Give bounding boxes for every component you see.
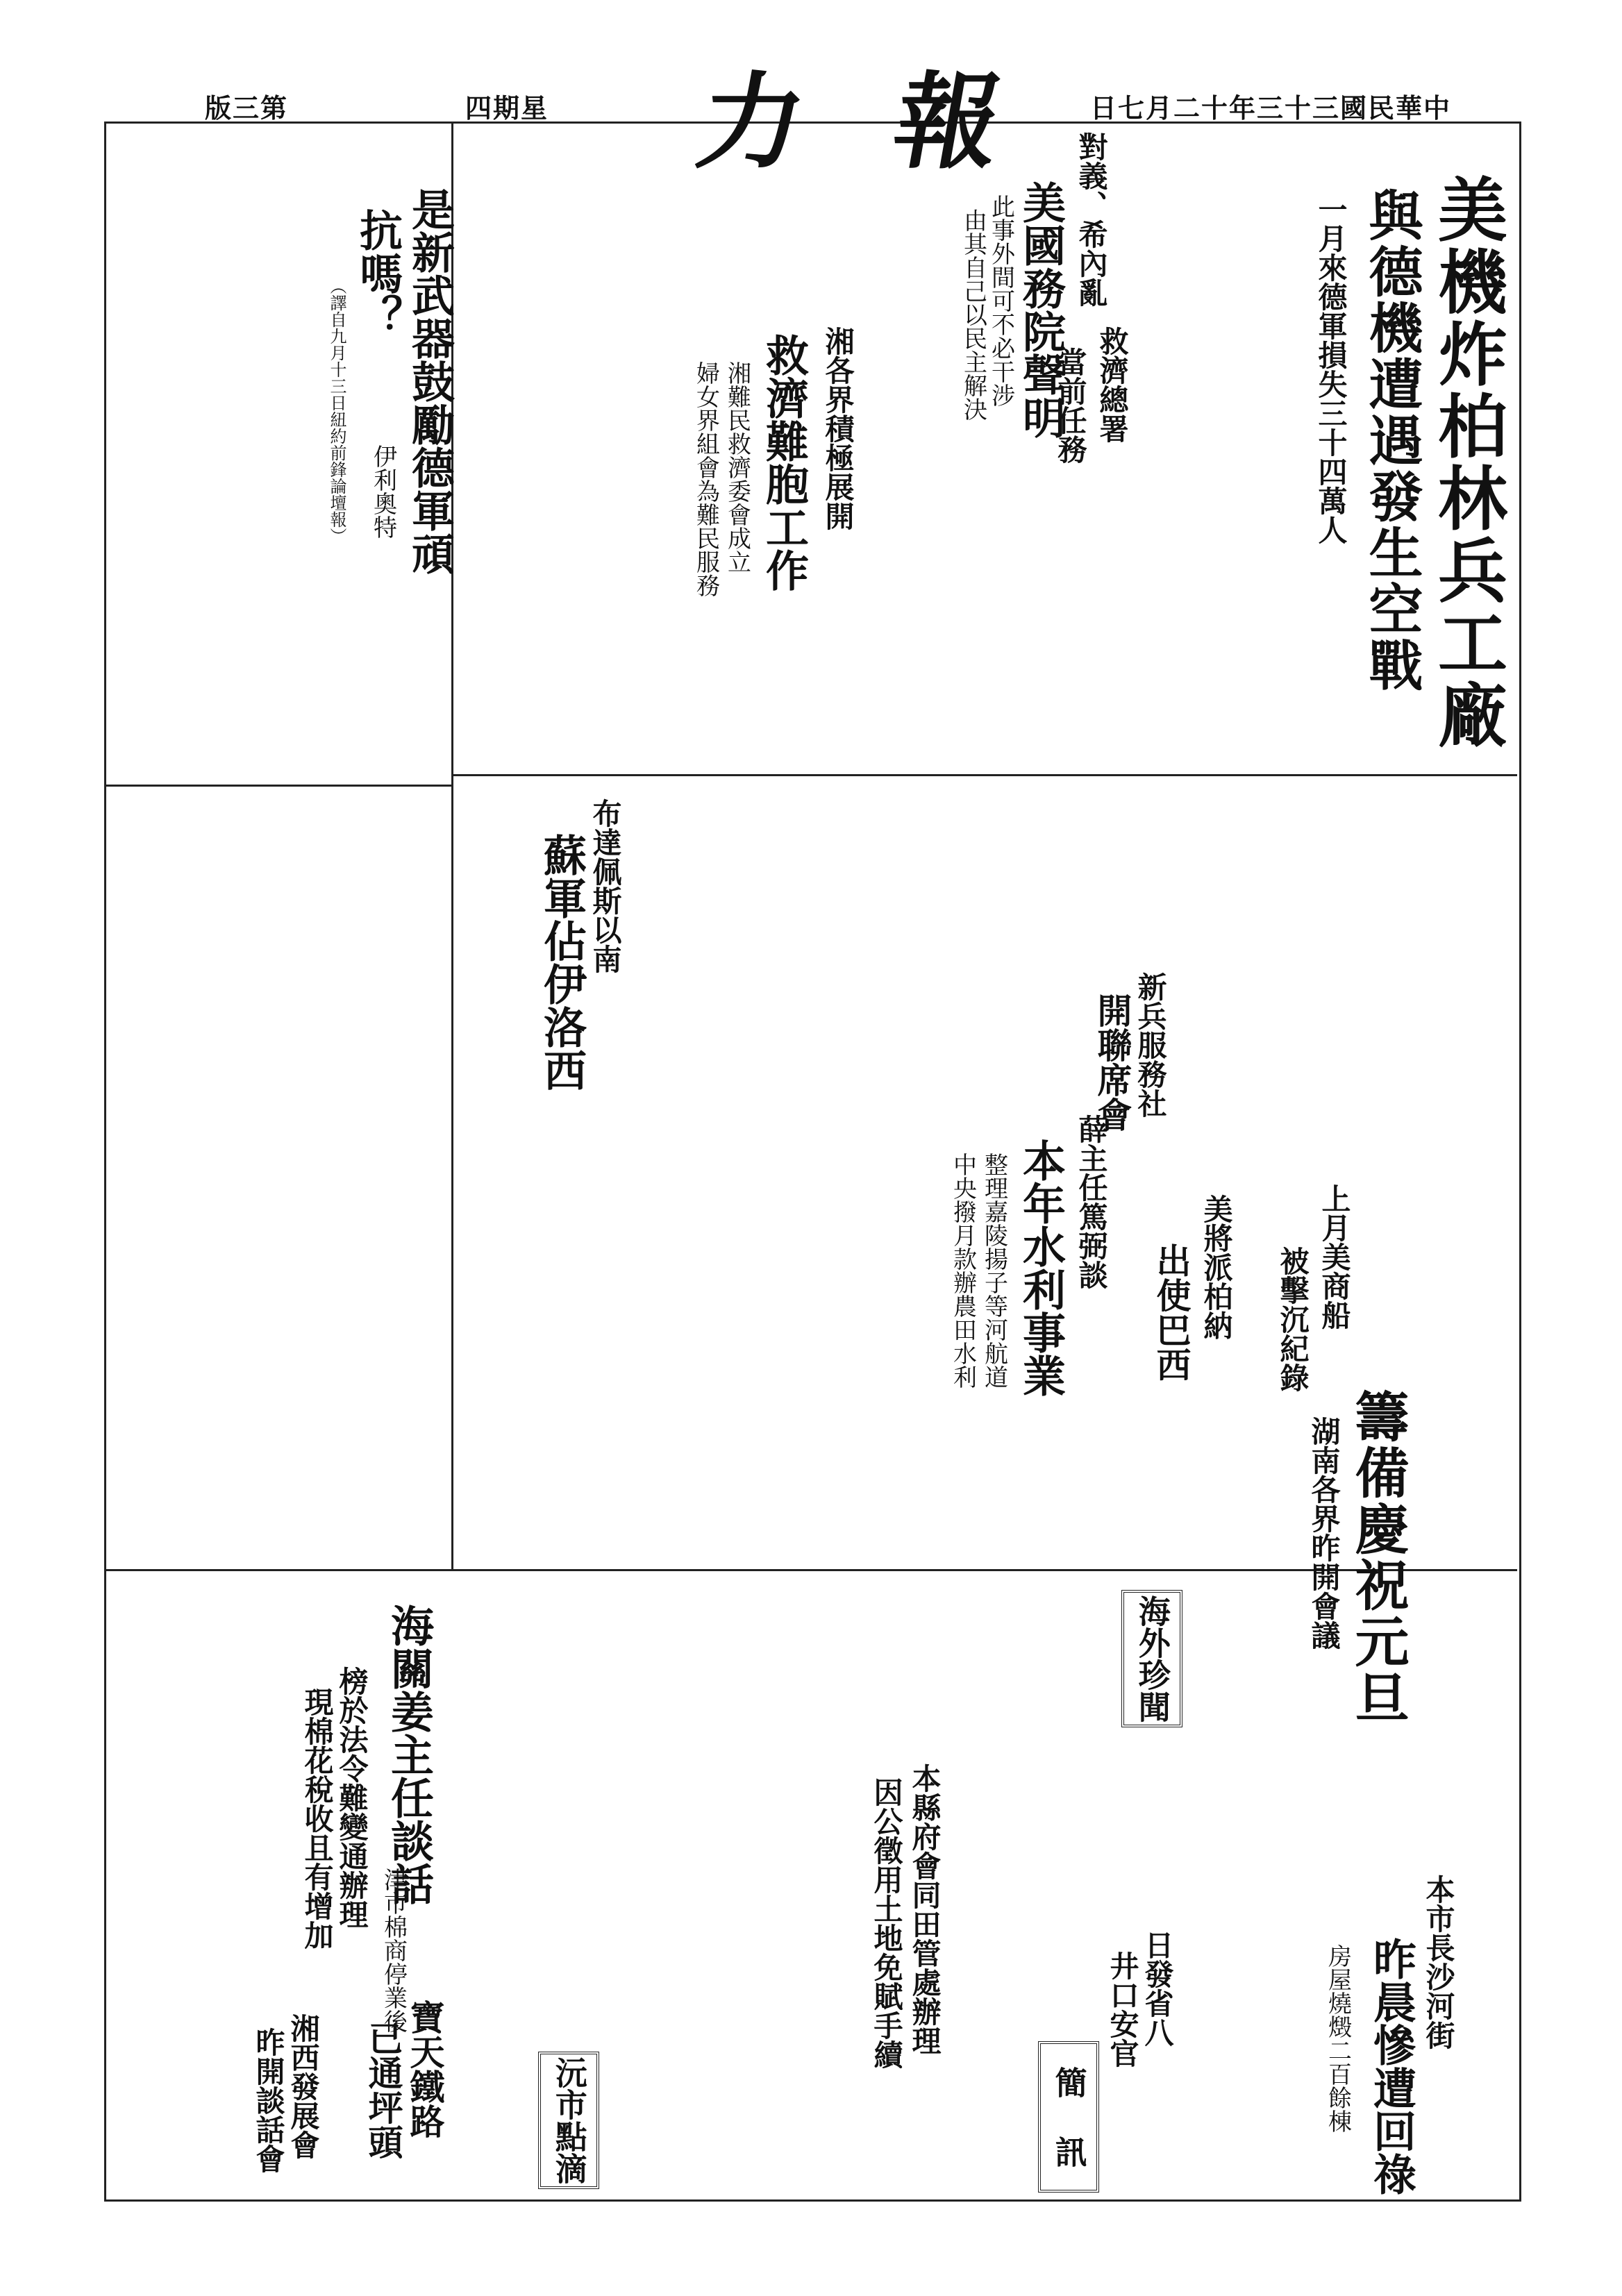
article-body [115,795,441,1559]
headline-fire: 昨晨慘遭回祿 [1366,1937,1417,2195]
article-body [694,1583,854,2187]
subhead-german-losses: 一月來德軍損失三十四萬人 [1314,194,1348,544]
headline-air-battle: 與德機遭遇發生空戰 [1360,187,1423,694]
page-number: 版三第 [205,92,289,124]
subhead-2: 由其自己以民主解決 [959,208,987,421]
headline-new-weapons-2: 抗嗎？ [352,208,403,337]
headline-west-hunan: 湘西發展會 [286,2013,321,2159]
headline-customs: 海關姜主任談話 [383,1604,435,1905]
kicker-greece: 對義、希內亂 [1074,132,1109,307]
kicker-xue: 薛主任篤弼談 [1074,1114,1109,1289]
article-body [764,1125,930,1555]
article-body [462,1007,753,1555]
article-body [115,132,316,778]
subhead-2: 中央撥月款辦農田水利 [948,1153,977,1389]
subhead-houses: 房屋燒燬二百餘棟 [1323,1944,1352,2133]
headline-berlin-raid: 美機炸柏林兵工廠 [1426,174,1508,751]
kicker-city-fire: 本市長沙河街 [1421,1875,1456,2050]
article-body [115,1583,288,1986]
section-divider-left [104,785,451,787]
kicker-cotton: 津市棉商停業後 [379,1868,408,2033]
article-body [465,132,674,757]
article-body [1180,785,1507,1159]
masthead: 力 報 [689,61,1039,183]
article-body [1194,1583,1514,1861]
subhead-2: 婦女界組會為難民服務 [692,361,720,597]
subhead-tasks: 當前任務 [1053,347,1088,464]
article-body [778,785,1069,1090]
subhead-meeting: 湖南各界昨開會議 [1307,1416,1341,1650]
article-body [1396,1173,1507,1555]
section-label-brief-news: 簡 訊 [1038,2041,1099,2193]
label-relief-admin: 救濟總署 [1095,326,1130,443]
section-label-overseas: 海外珍聞 [1121,1590,1182,1727]
dateline: （譯自九月十三日紐約前鋒論壇報） [327,278,346,544]
weekday: 四期星 [465,92,549,124]
kicker-budapest: 布達佩斯以南 [588,798,623,973]
article-body [1191,1875,1312,2187]
headline-railway-2: 已通坪頭 [362,2020,404,2159]
kicker-hunan: 湘各界積極展開 [821,326,855,530]
headline-water-works: 本年水利事業 [1015,1139,1067,1397]
issue-date: 日七月二十年三十三國民華中 [1090,92,1452,124]
headline-refugee-relief: 救濟難胞工作 [758,333,810,592]
byline-author: 伊利奧特 [369,444,397,539]
article-body [944,1583,1035,2187]
subhead-brazil: 出使巴西 [1151,1243,1192,1382]
headline-new-year: 籌備慶祝元旦 [1346,1389,1410,1726]
kicker-merchant-ships: 上月美商船 [1317,1184,1352,1330]
section-label-yuanling: 沅市點滴 [538,2052,599,2189]
article-body [604,2006,687,2187]
section-divider-top [451,774,1517,776]
headline-envoy: 美將派柏納 [1199,1194,1234,1340]
subhead-1: 湘難民救濟委會成立 [723,361,751,573]
article-body [430,1583,680,2000]
headline-railway: 寶天鐵路 [404,2000,446,2138]
headline-new-weapons: 是新武器鼓勵德軍頑 [404,187,455,575]
subhead-brief: 井口安官 [1105,1951,1140,2068]
subhead-1: 整理嘉陵揚子等河航道 [980,1153,1008,1389]
subhead-customs-2: 現棉花稅收且有增加 [300,1687,335,1950]
headline-soviet-army: 蘇軍佔伊洛西 [536,833,587,1091]
headline-land-tax: 因公徵用土地免賦手續 [869,1777,904,2069]
headline-state-dept: 美國務院聲明 [1015,181,1067,439]
subhead-1: 此事外間可不必干涉 [987,194,1015,407]
headline-recruit-service: 新兵服務社 [1133,972,1168,1118]
headline-sunk-record: 被擊沉紀錄 [1276,1246,1310,1392]
headline-county-office: 本縣府會同田管處辦理 [908,1763,942,2055]
subhead-customs-1: 榜於法令難變通辦理 [335,1666,369,1929]
headline-joint-meeting: 開聯席會 [1092,993,1133,1132]
article-body [115,2000,240,2187]
headline-brief: 日發省八 [1140,1930,1175,2047]
subhead-talks: 昨開談話會 [251,2027,286,2173]
